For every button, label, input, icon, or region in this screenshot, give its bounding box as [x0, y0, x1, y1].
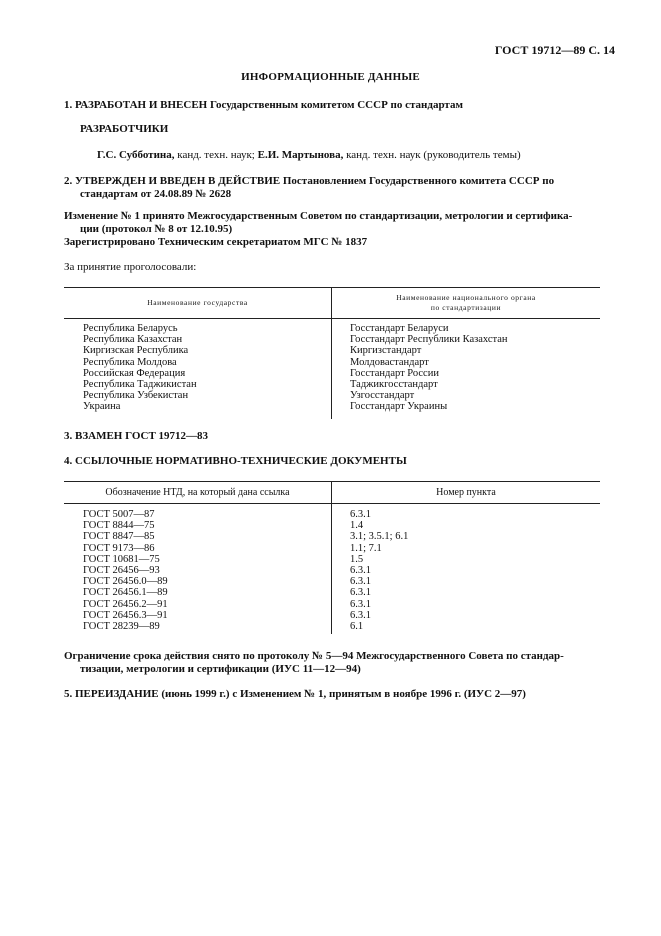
developers-heading: РАЗРАБОТЧИКИ [80, 123, 169, 135]
section-2-text-2: стандартам от 24.08.89 № 2628 [80, 188, 232, 200]
amendment-line-2: ции (протокол № 8 от 12.10.95) [80, 223, 233, 235]
table-row: 6.1 [350, 621, 364, 633]
table2-top-rule [64, 481, 600, 482]
section-2 [64, 175, 604, 201]
table1-top-rule [64, 287, 600, 288]
table2-header-rule [64, 503, 600, 504]
restriction-note [64, 650, 604, 676]
table-row: Узгосстандарт [350, 390, 415, 402]
table-row: 3.1; 3.5.1; 6.1 [350, 531, 409, 543]
table-row: Республика Молдова [83, 356, 177, 368]
table-row: Республика Беларусь [83, 323, 178, 334]
table-row: 1.1; 7.1 [350, 542, 382, 554]
section-1-text: Государственным комитетом СССР по стандартам [207, 99, 463, 111]
table-row: ГОСТ 8847—85 [83, 531, 155, 543]
table-row: Республика Таджикистан [83, 379, 197, 391]
table-row: Госстандарт России [350, 367, 439, 379]
table-row: ГОСТ 10681—75 [83, 553, 160, 565]
developer-2-name: Е.И. Мартынова, [257, 149, 344, 161]
table-row: Республика Узбекистан [83, 390, 189, 402]
table-row: 1.4 [350, 520, 364, 532]
table-row: Госстандарт Украины [350, 401, 448, 413]
amendment-block [64, 210, 604, 249]
table-row: Госстандарт Республики Казахстан [350, 334, 508, 346]
table-row: Молдовастандарт [350, 356, 429, 368]
table2-col2-header: Номер пункта [436, 487, 496, 498]
table-row: ГОСТ 26456—93 [83, 565, 160, 577]
table1-col2-header [332, 293, 600, 313]
section-1 [64, 99, 463, 112]
section-2-label: 2. УТВЕРЖДЕН И ВВЕДЕН В ДЕЙСТВИЕ [64, 175, 281, 187]
table1-states [83, 323, 197, 413]
restriction-line-1: Ограничение срока действия снято по протоколу № 5—94 Межгосударственного Совета по стандар- [64, 650, 564, 662]
section-1-label: 1. РАЗРАБОТАН И ВНЕСЕН [64, 99, 208, 111]
table-row: 1.5 [350, 553, 364, 565]
section-5: 5. ПЕРЕИЗДАНИЕ (июнь 1999 г.) с Изменением № 1, принятым в ноябре 1996 г. (ИУС 2—97) [64, 688, 526, 700]
table1-bodies [350, 323, 508, 413]
table2-docs [83, 509, 168, 632]
table-row: 6.3.1 [350, 609, 371, 621]
table1-col2-header-line2: по стандартизации [430, 303, 502, 312]
table-row: Госстандарт Беларуси [350, 323, 449, 334]
amendment-line-3: Зарегистрировано Техническим секретариатом МГС № 1837 [64, 236, 368, 248]
section-2-text-1: Постановлением Государственного комитета СССР по [280, 175, 555, 187]
table-row: ГОСТ 5007—87 [83, 509, 155, 520]
restriction-line-2: тизации, метрологии и сертификации (ИУС 11—12—94) [80, 663, 361, 675]
developer-2-degree: канд. техн. наук (руководитель темы) [343, 149, 521, 161]
table2-divider [331, 481, 332, 634]
table-row: 6.3.1 [350, 598, 371, 610]
table-row: Украина [83, 401, 121, 413]
table-row: ГОСТ 9173—86 [83, 542, 155, 554]
table-row: 6.3.1 [350, 565, 371, 577]
table-row: ГОСТ 26456.1—89 [83, 587, 168, 599]
table-row: Таджикгосстандарт [350, 379, 438, 391]
section-title: ИНФОРМАЦИОННЫЕ ДАННЫЕ [241, 71, 420, 83]
table-row: ГОСТ 28239—89 [83, 621, 160, 633]
section-4: 4. ССЫЛОЧНЫЕ НОРМАТИВНО-ТЕХНИЧЕСКИЕ ДОКУМЕНТЫ [64, 455, 407, 467]
table-row: Киргизстандарт [350, 345, 422, 357]
table2-points [350, 509, 408, 632]
developer-1-name: Г.С. Субботина, [97, 149, 175, 161]
table2-col1-header: Обозначение НТД, на который дана ссылка [105, 487, 290, 498]
table1-header-rule [64, 318, 600, 319]
section-3: 3. ВЗАМЕН ГОСТ 19712—83 [64, 430, 209, 442]
table-row: 6.3.1 [350, 587, 371, 599]
table-row: Киргизская Республика [83, 345, 189, 357]
table-row: 6.3.1 [350, 509, 371, 520]
amendment-line-1: Изменение № 1 принято Межгосударственным Советом по стандартизации, метрологии и сертифика- [64, 210, 573, 222]
page-header-ref: ГОСТ 19712—89 С. 14 [494, 43, 615, 57]
table1-col1-header: Наименование государства [147, 298, 248, 307]
developers-line [97, 149, 521, 162]
developer-1-degree: канд. техн. наук; [174, 149, 258, 161]
table-row: ГОСТ 26456.2—91 [83, 598, 168, 610]
table-row: Российская Федерация [83, 367, 186, 379]
table-row: ГОСТ 8844—75 [83, 520, 155, 532]
voted-intro: За принятие проголосовали: [64, 261, 197, 273]
table-row: ГОСТ 26456.0—89 [83, 576, 168, 588]
table-row: Республика Казахстан [83, 334, 183, 346]
table-row: ГОСТ 26456.3—91 [83, 609, 168, 621]
table1-col2-header-line1: Наименование национального органа [396, 293, 536, 302]
table-row: 6.3.1 [350, 576, 371, 588]
